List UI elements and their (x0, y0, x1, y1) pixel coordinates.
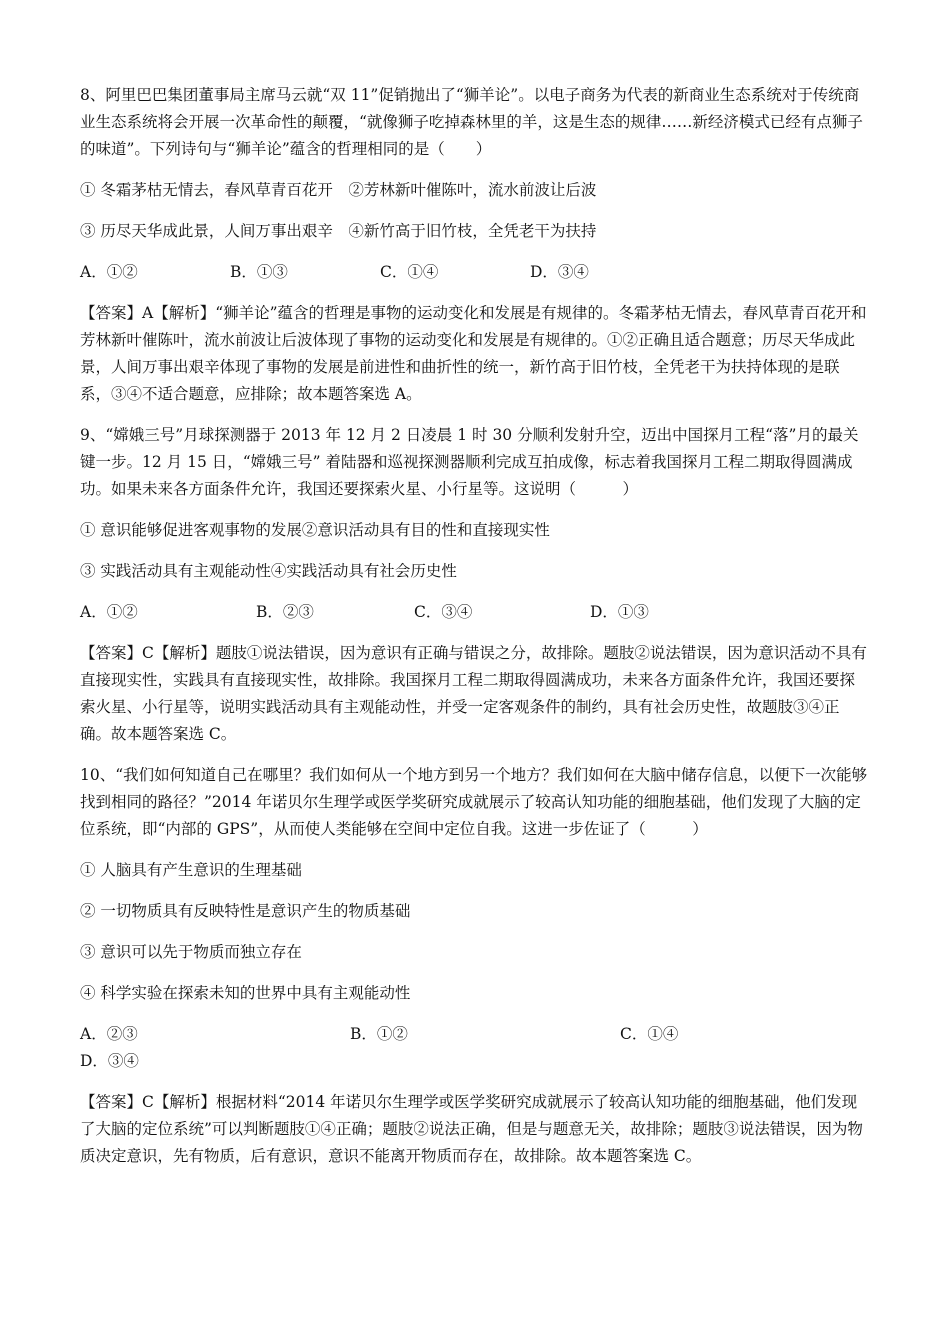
choice-a: A．①② (80, 263, 138, 281)
choice-a: A．①② (80, 603, 138, 621)
choice-c: C．①④ (380, 263, 439, 281)
question-8-options-line-1: ① 冬霜茅枯无情去，春风草青百花开 ②芳林新叶催陈叶，流水前波让后波 (80, 181, 597, 199)
question-9-answer: 【答案】C【解析】题肢①说法错误，因为意识有正确与错误之分，故排除。题肢②说法错误，因为意识活动不具有直接现实性，实践具有直接现实性，故排除。我国探月工程二期取得圆满成功，未来各方面条件允许，我国还要探索火星、小行星等，说明实践活动具有主观能动性，并受一定客观条件的制约，具有社会历史性，故题肢③④正确。故本题答案选 C。 (80, 644, 867, 743)
question-8-choices (80, 259, 870, 286)
question-10-option-1: ① 人脑具有产生意识的生理基础 (80, 861, 302, 879)
choice-c: C．③④ (414, 603, 473, 621)
choice-b: B．①② (350, 1025, 408, 1043)
choice-d: D．③④ (80, 1052, 139, 1070)
question-9-choices (80, 599, 870, 626)
question-10-choices (80, 1021, 870, 1075)
question-8-stem: 8、阿里巴巴集团董事局主席马云就“双 11”促销抛出了“狮羊论”。以电子商务为代表的新商业生态系统对于传统商业生态系统将会开展一次革命性的颠覆，“就像狮子吃掉森林里的羊，这是生态的规律……新经济模式已经有点狮子的味道”。下列诗句与“狮羊论”蕴含的哲理相同的是（ ） (80, 86, 863, 158)
question-10-stem: 10、“我们如何知道自己在哪里？我们如何从一个地方到另一个地方？我们如何在大脑中储存信息，以便下一次能够找到相同的路径？”2014 年诺贝尔生理学或医学奖研究成就展示了较高认知功能的细胞基础，他们发现了大脑的定位系统，即“内部的 GPS”，从而使人类能够在空间中定位自我。这进一步佐证了（ ） (80, 766, 868, 838)
choice-d: D．①③ (590, 603, 649, 621)
choice-d: D．③④ (530, 263, 589, 281)
document-page (80, 82, 870, 1184)
question-10-option-3: ③ 意识可以先于物质而独立存在 (80, 943, 302, 961)
choice-a: A．②③ (80, 1025, 138, 1043)
question-10-option-2: ② 一切物质具有反映特性是意识产生的物质基础 (80, 902, 411, 920)
question-10-option-4: ④ 科学实验在探索未知的世界中具有主观能动性 (80, 984, 411, 1002)
question-8-answer: 【答案】A【解析】“狮羊论”蕴含的哲理是事物的运动变化和发展是有规律的。冬霜茅枯无情去，春风草青百花开和芳林新叶催陈叶，流水前波让后波体现了事物的运动变化和发展是有规律的。①②正确且适合题意；历尽天华成此景，人间万事出艰辛体现了事物的发展是前进性和曲折性的统一，新竹高于旧竹枝，全凭老干为扶持体现的是联系，③④不适合题意，应排除；故本题答案选 A。 (80, 304, 867, 403)
question-9-options-line-2: ③ 实践活动具有主观能动性④实践活动具有社会历史性 (80, 562, 457, 580)
question-10-answer: 【答案】C【解析】根据材料“2014 年诺贝尔生理学或医学奖研究成就展示了较高认知功能的细胞基础，他们发现了大脑的定位系统”可以判断题肢①④正确；题肢②说法正确，但是与题意无关，故排除；题肢③说法错误，因为物质决定意识，先有物质，后有意识，意识不能离开物质而存在，故排除。故本题答案选 C。 (80, 1093, 863, 1165)
question-9-options-line-1: ① 意识能够促进客观事物的发展②意识活动具有目的性和直接现实性 (80, 521, 550, 539)
choice-b: B．②③ (256, 603, 314, 621)
question-9-stem: 9、“嫦娥三号”月球探测器于 2013 年 12 月 2 日凌晨 1 时 30 分顺利发射升空，迈出中国探月工程“落”月的最关键一步。12 月 15 日，“嫦娥三号” 着陆器和巡视探测器顺利完成互拍成像，标志着我国探月工程二期取得圆满成功。如果未来各方面条件允许，我国还要探索火星、小行星等。这说明（ ） (80, 426, 859, 498)
question-8-options-line-2: ③ 历尽天华成此景，人间万事出艰辛 ④新竹高于旧竹枝，全凭老干为扶持 (80, 222, 597, 240)
choice-b: B．①③ (230, 263, 288, 281)
choice-c: C．①④ (620, 1025, 679, 1043)
